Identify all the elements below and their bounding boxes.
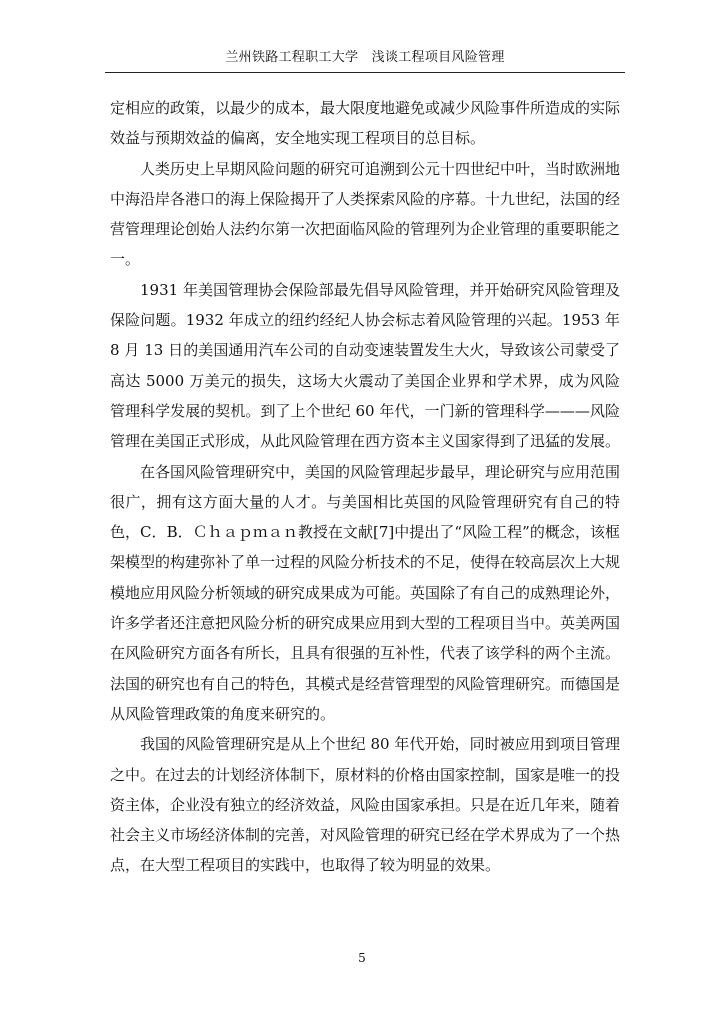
paragraph-4: 在各国风险管理研究中，美国的风险管理起步最早，理论研究与应用范围很广，拥有这方面大量的人才。与美国相比英国的风险管理研究有自己的特色，C．B．Ｃｈａｐｍａｎ教授在文献[7]中提出了“风险工程”的概念，该框架模型的构建弥补了单一过程的风险分析技术的不足，使得在较高层次上大规模地应用风险分析领域的研究成果成为可能。英国除了有自己的成熟理论外，许多学者还注意把风险分析的研究成果应用到大型的工程项目当中。英美两国在风险研究方面各有所长，且具有很强的互补性，代表了该学科的两个主流。法国的研究也有自己的特色，其模式是经营管理型的风险管理研究。而德国是从风险管理政策的角度来研究的。 [110,462,621,723]
body-text [110,93,620,881]
paragraph-2: 人类历史上早期风险问题的研究可追溯到公元十四世纪中叶，当时欧洲地中海沿岸各港口的海上保险揭开了人类探索风险的序幕。十九世纪，法国的经营管理理论创始人法约尔第一次把面临风险的管理列为企业管理的重要职能之一。 [110,159,621,269]
running-header: 兰州铁路工程职工大学 浅谈工程项目风险管理 [225,50,505,65]
paragraph-5: 我国的风险管理研究是从上个世纪 80 年代开始，同时被应用到项目管理之中。在过去的计划经济体制下，原材料的价格由国家控制，国家是唯一的投资主体，企业没有独立的经济效益，风险由国家承担。只是在近几年来，随着社会主义市场经济体制的完善，对风险管理的研究已经在学术界成为了一个热点，在大型工程项目的实践中，也取得了较为明显的效果。 [110,735,621,875]
paragraph-1: 定相应的政策，以最少的成本，最大限度地避免或减少风险事件所造成的实际效益与预期效益的偏离，安全地实现工程项目的总目标。 [110,99,621,148]
header-rule [105,72,625,73]
paragraph-3: 1931 年美国管理协会保险部最先倡导风险管理，并开始研究风险管理及保险问题。1932 年成立的纽约经纪人协会标志着风险管理的兴起。1953 年 8 月 13 日的美国通用汽车公司的自动变速装置发生大火，导致该公司蒙受了高达 5000 万美元的损失，这场大火震动了美国企业界和学术界，成为风险管理科学发展的契机。到了上个世纪 60 年代，一门新的管理科学———风险管理在美国正式形成，从此风险管理在西方资本主义国家得到了迅猛的发展。 [110,280,621,451]
page-number: 5 [358,951,366,965]
